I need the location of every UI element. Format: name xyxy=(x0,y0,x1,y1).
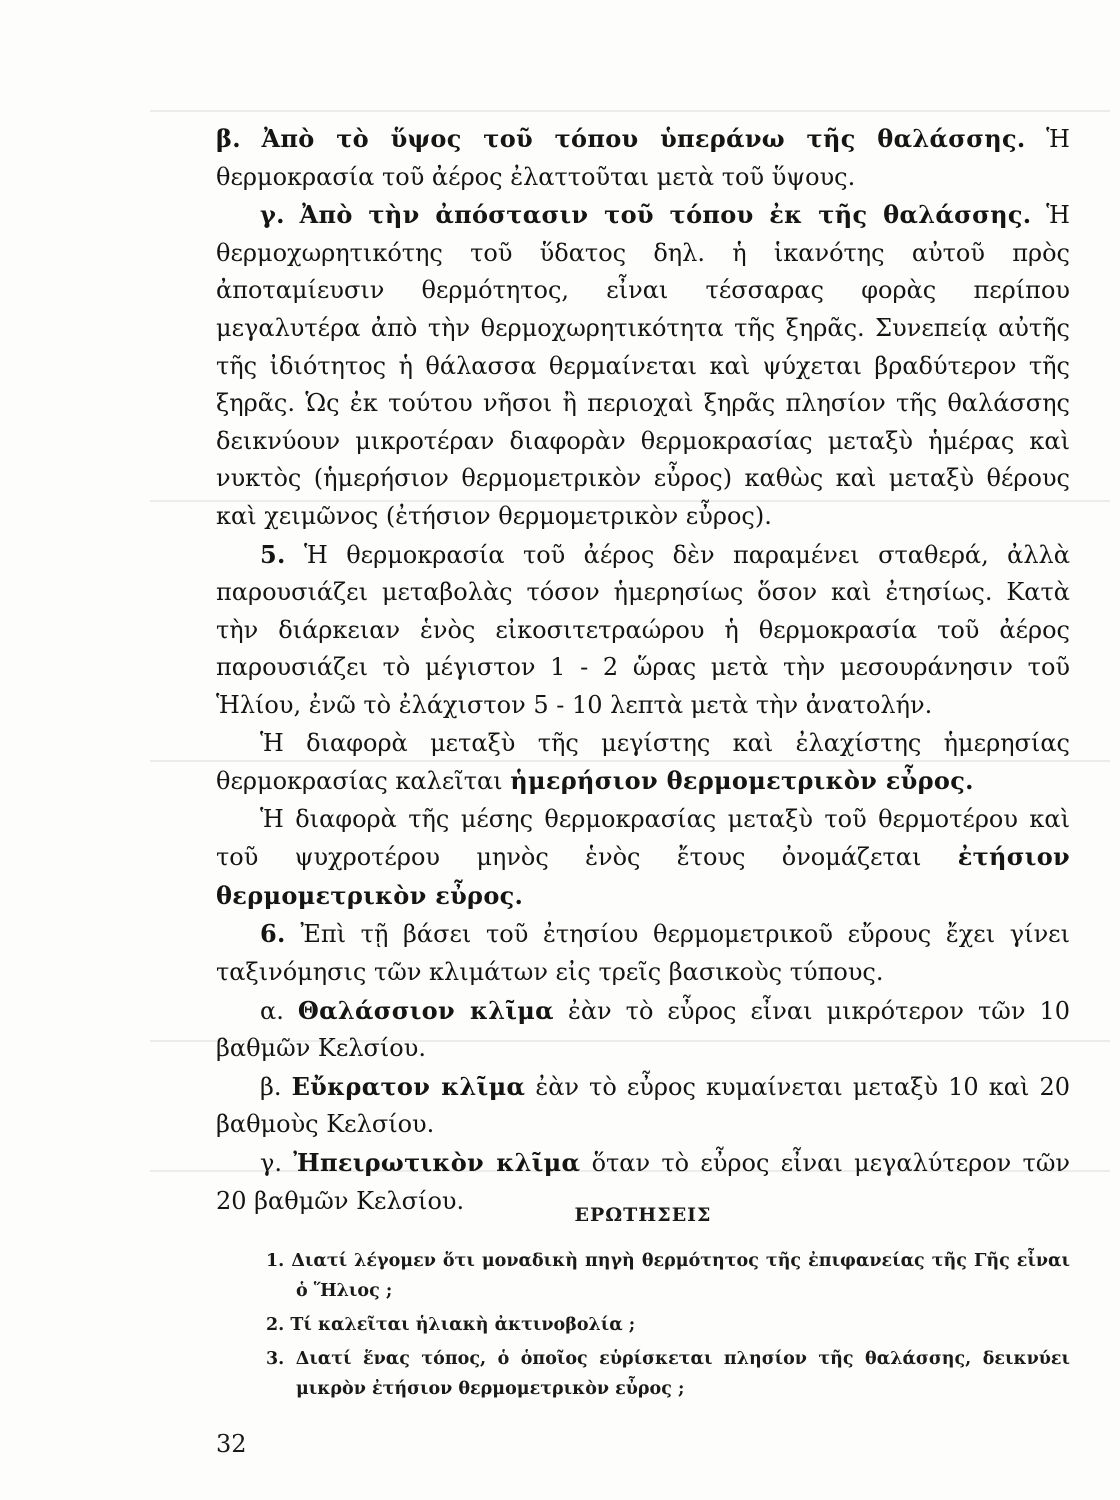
paragraph-5-temperature-variation xyxy=(216,536,1070,725)
paragraph-beta-altitude xyxy=(216,120,1070,196)
paragraph-term: Θαλάσσιον κλῖμα xyxy=(297,995,554,1025)
paragraph-marine-climate xyxy=(216,992,1070,1068)
paragraph-marker: 6. xyxy=(260,919,286,949)
question-item: 2. Τί καλεῖται ἡλιακὴ ἀκτινοβολία ; xyxy=(266,1315,636,1335)
paragraph-term: ἡμερήσιον θερμομετρικὸν εὖρος. xyxy=(510,766,974,796)
body-text xyxy=(216,120,1070,1220)
paragraph-text: Ἡ θερμοκρασία τοῦ ἀέρος ἐλαττοῦται μετὰ τοῦ ὕψους. xyxy=(216,125,1070,191)
paragraph-marker: γ. xyxy=(260,1149,282,1178)
paragraph-temperate-climate xyxy=(216,1068,1070,1144)
question-item: 3. Διατί ἕνας τόπος, ὁ ὁποῖος εὑρίσκεται πλησίον τῆς θαλάσσης, δεικνύει μικρὸν ἐτήσιον θερμομετρικὸν εὖρος ; xyxy=(266,1349,1070,1399)
paragraph-text: Ἡ διαφορὰ τῆς μέσης θερμοκρασίας μεταξὺ τοῦ θερμοτέρου καὶ τοῦ ψυχροτέρου μηνὸς ἑνὸς ἔτους ὀνομάζεται xyxy=(216,804,1070,872)
paragraph-term: Ἠπειρωτικὸν κλῖμα xyxy=(293,1148,581,1178)
paragraph-text: ὅταν τὸ εὖρος εἶναι μεγαλύτερον τῶν 20 βαθμῶν Κελσίου. xyxy=(216,1149,1070,1215)
paragraph-text: Ἐπὶ τῇ βάσει τοῦ ἐτησίου θερμομετρικοῦ εὔρους ἔχει γίνει ταξινόμησις τῶν κλιμάτων εἰς τρεῖς βασικοὺς τύπους. xyxy=(216,920,1070,987)
paragraph-text: ἐὰν τὸ εὖρος κυμαίνεται μεταξὺ 10 καὶ 20 βαθμοὺς Κελσίου. xyxy=(216,1072,1070,1139)
paragraph-marker: β. xyxy=(216,124,241,153)
paragraph-term: ἐτήσιον θερμομετρικὸν εὖρος. xyxy=(216,842,1070,910)
paragraph-term: Εὔκρατον κλῖμα xyxy=(291,1071,526,1101)
paragraph-heading: Ἀπὸ τὴν ἀπόστασιν τοῦ τόπου ἐκ τῆς θαλάσσης. xyxy=(299,200,1032,230)
bleed-through-line xyxy=(150,110,1110,112)
paragraph-marker: β. xyxy=(260,1072,282,1101)
paragraph-daily-range xyxy=(216,725,1070,801)
paragraph-6-classification xyxy=(216,915,1070,991)
paragraph-text: Ἡ θερμοκρασία τοῦ ἀέρος δὲν παραμένει σταθερά, ἀλλὰ παρουσιάζει μεταβολὰς τόσον ἡμερησίως ὅσον καὶ ἐτησίως. Κατὰ τὴν διάρκειαν ἑνὸς εἰκοσιτετραώρου ἡ θερμοκρασία τοῦ ἀέρος παρουσιάζει τὸ μέγιστον 1 - 2 ὥρας μετὰ τὴν μεσουράνησιν τοῦ Ἡλίου, ἐνῶ τὸ ἐλάχιστον 5 - 10 λεπτὰ μετὰ τὴν ἀνατολήν. xyxy=(216,540,1070,719)
paragraph-marker: γ. xyxy=(260,200,285,230)
paragraph-marker: α. xyxy=(260,996,284,1025)
paragraph-gamma-sea-distance xyxy=(216,196,1070,535)
paragraph-text: Ἡ θερμοχωρητικότης τοῦ ὕδατος δηλ. ἡ ἱκανότης αὐτοῦ πρὸς ἀποταμίευσιν θερμότητος, εἶναι τέσσαρας φορὰς περίπου μεγαλυτέρα ἀπὸ τὴν θερμοχωρητικότητα τῆς ξηρᾶς. Συνεπείᾳ αὐτῆς τῆς ἰδιότητος ἡ θάλασσα θερμαίνεται καὶ ψύχεται βραδύτερον τῆς ξηρᾶς. Ὡς ἐκ τούτου νῆσοι ἢ περιοχαὶ ξηρᾶς πλησίον τῆς θαλάσσης δεικνύουν μικροτέραν διαφορὰν θερμοκρασίας μεταξὺ ἡμέρας καὶ νυκτὸς (ἡμερήσιον θερμομετρικὸν εὖρος) καθὼς καὶ μεταξὺ θέρους καὶ χειμῶνος (ἐτήσιον θερμομετρικὸν εὖρος). xyxy=(216,201,1070,530)
page-number: 32 xyxy=(216,1430,247,1458)
paragraph-text: Ἡ διαφορὰ μεταξὺ τῆς μεγίστης καὶ ἐλαχίστης ἡμερησίας θερμοκρασίας καλεῖται xyxy=(216,728,1070,796)
questions-list xyxy=(216,1246,1070,1408)
paragraph-text: ἐὰν τὸ εὖρος εἶναι μικρότερον τῶν 10 βαθμῶν Κελσίου. xyxy=(216,996,1070,1063)
paragraph-marker: 5. xyxy=(260,539,286,569)
questions-heading: ΕΡΩΤΗΣΕΙΣ xyxy=(574,1204,712,1226)
paragraph-annual-range xyxy=(216,801,1070,916)
question-item: 1. Διατί λέγομεν ὅτι μοναδικὴ πηγὴ θερμότητος τῆς ἐπιφανείας τῆς Γῆς εἶναι ὁ Ἥλιος ; xyxy=(266,1251,1070,1301)
paragraph-heading: Ἀπὸ τὸ ὕψος τοῦ τόπου ὑπεράνω τῆς θαλάσσης. xyxy=(261,124,1026,153)
